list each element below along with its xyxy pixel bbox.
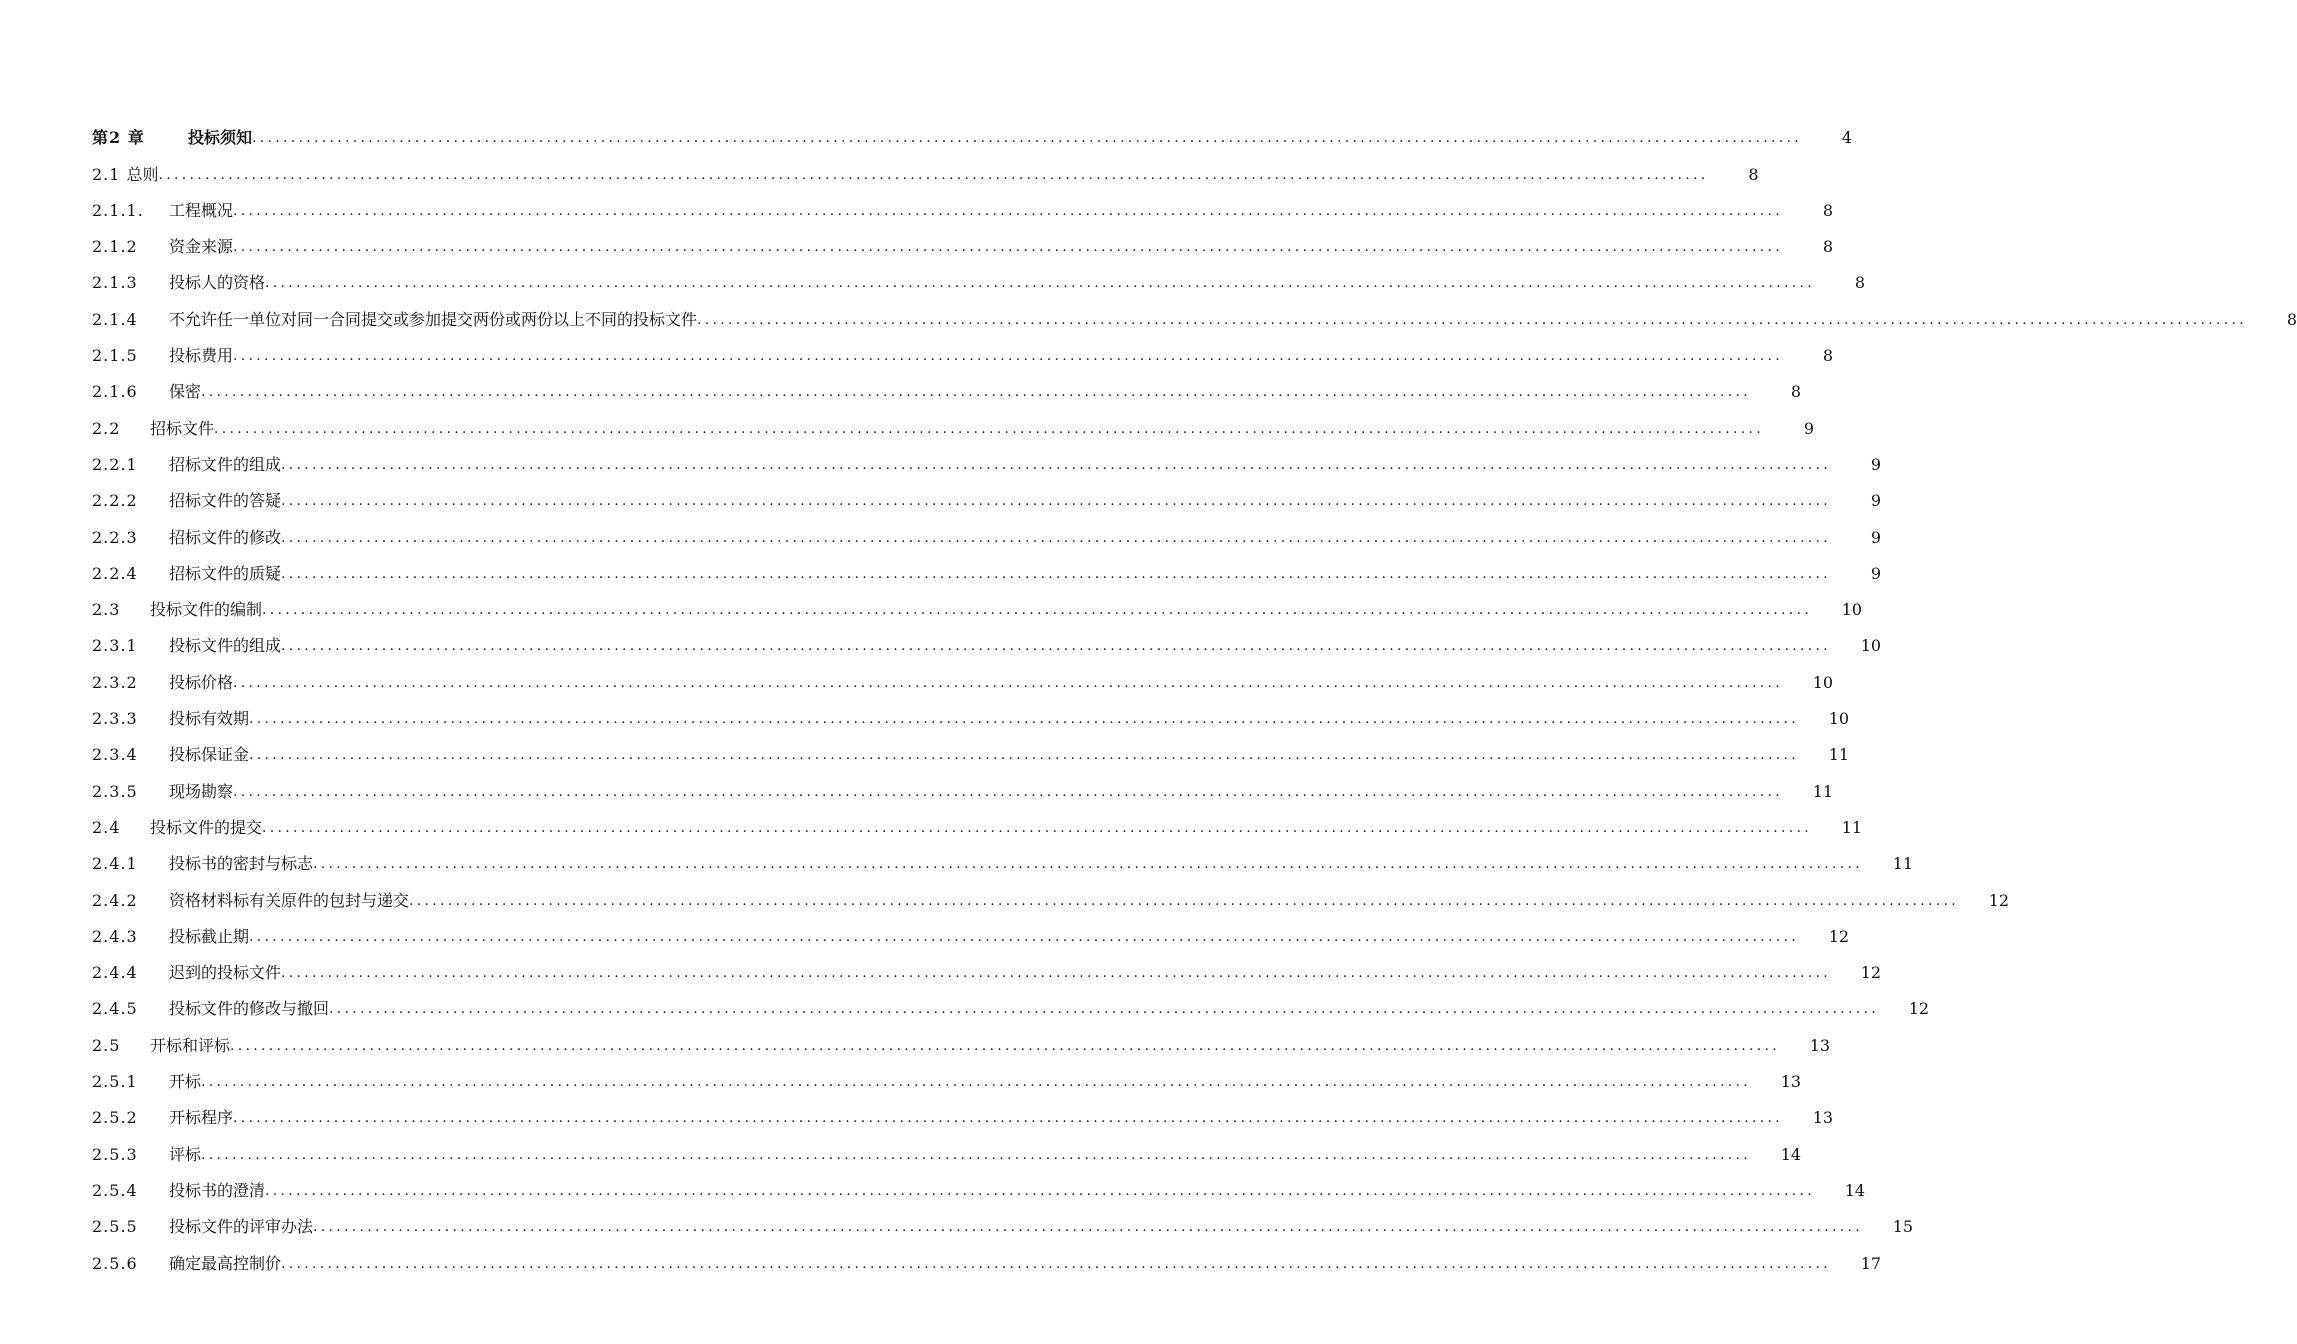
toc-entry[interactable]: [92, 475, 1882, 511]
toc-entry[interactable]: [92, 947, 1882, 983]
toc-entry-title: 招标文件的质疑: [169, 563, 282, 583]
toc-dot-leader: ........................................................................................................................................................................................................: [233, 202, 1784, 219]
toc-dot-leader: ........................................................................................................................................................................................................: [233, 1110, 1784, 1127]
toc-entry-title: 投标文件的组成: [169, 636, 282, 656]
toc-entry-title: 投标须知: [188, 128, 253, 148]
toc-entry-page-number: 11: [1828, 745, 1850, 765]
toc-entry-title: 资格材料标有关原件的包封与递交: [169, 890, 410, 910]
toc-entry[interactable]: [92, 1056, 1802, 1092]
toc-entry-number: 2.4.3: [92, 926, 138, 946]
toc-entry[interactable]: [92, 1128, 1802, 1164]
toc-entry-page-number: 10: [1841, 600, 1863, 620]
toc-dot-leader: ........................................................................................................................................................................................................: [262, 819, 1813, 836]
toc-entry-page-number: 8: [1822, 200, 1834, 220]
toc-entry[interactable]: [92, 1019, 1831, 1055]
toc-entry[interactable]: [92, 185, 1834, 221]
toc-dot-leader: ........................................................................................................................................................................................................: [329, 1001, 1880, 1018]
toc-entry-page-number: 11: [1892, 854, 1914, 874]
toc-entry-title: 招标文件的组成: [169, 454, 282, 474]
toc-entry[interactable]: [92, 148, 1759, 184]
toc-entry-title: 招标文件: [150, 418, 215, 438]
toc-entry-number: 2.5.3: [92, 1144, 138, 1164]
toc-entry[interactable]: [92, 1201, 1914, 1237]
toc-entry-page-number: 13: [1809, 1035, 1831, 1055]
toc-entry-page-number: 13: [1812, 1108, 1834, 1128]
toc-entry-page-number: 9: [1870, 563, 1882, 583]
toc-entry-page-number: 14: [1844, 1180, 1866, 1200]
toc-dot-leader: ........................................................................................................................................................................................................: [233, 674, 1784, 691]
toc-entry-page-number: 13: [1780, 1072, 1802, 1092]
toc-entry-number: 第2 章: [92, 128, 145, 148]
toc-entry-title: 确定最高控制价: [169, 1253, 282, 1273]
toc-dot-leader: ........................................................................................................................................................................................................: [281, 565, 1832, 582]
toc-entry[interactable]: [92, 874, 2010, 910]
toc-entry[interactable]: [92, 1092, 1834, 1128]
toc-entry-title: 投标保证金: [169, 745, 250, 765]
toc-dot-leader: ........................................................................................................................................................................................................: [265, 275, 1816, 292]
toc-entry[interactable]: [92, 221, 1834, 257]
toc-entry-title: 投标费用: [169, 346, 234, 366]
toc-dot-leader: ........................................................................................................................................................................................................: [214, 420, 1765, 437]
toc-entry[interactable]: [92, 548, 1882, 584]
toc-entry[interactable]: [92, 511, 1882, 547]
toc-entry-page-number: 12: [1988, 890, 2010, 910]
toc-entry-number: 2.3.1: [92, 636, 138, 656]
toc-entry-number: 2.4.5: [92, 999, 138, 1019]
toc-entry-title: 投标文件的修改与撤回: [169, 999, 330, 1019]
toc-entry-title: 招标文件的答疑: [169, 491, 282, 511]
toc-entry-page-number: 4: [1841, 128, 1853, 148]
toc-dot-leader: ........................................................................................................................................................................................................: [409, 892, 1960, 909]
toc-dot-leader: ........................................................................................................................................................................................................: [233, 348, 1784, 365]
toc-entry-number: 2.1.6: [92, 382, 138, 402]
toc-entry-title: 投标书的澄清: [169, 1180, 266, 1200]
toc-entry-number: 2.4.2: [92, 890, 138, 910]
toc-entry-title: 开标程序: [169, 1108, 234, 1128]
toc-dot-leader: ........................................................................................................................................................................................................: [201, 1146, 1752, 1163]
toc-entry[interactable]: [92, 293, 2297, 329]
toc-entry[interactable]: [92, 802, 1863, 838]
toc-entry-page-number: 9: [1870, 454, 1882, 474]
toc-entry-title: 开标和评标: [150, 1035, 231, 1055]
toc-entry[interactable]: [92, 112, 1853, 148]
toc-entry-title: 开标: [169, 1072, 202, 1092]
toc-entry[interactable]: [92, 366, 1802, 402]
toc-entry-title: 保密: [169, 382, 202, 402]
toc-entry-page-number: 9: [1870, 491, 1882, 511]
toc-entry-number: 2.2.1: [92, 454, 138, 474]
toc-entry-number: 2.2.2: [92, 491, 138, 511]
toc-entry-number: 2.5: [92, 1035, 121, 1055]
toc-dot-leader: ........................................................................................................................................................................................................: [230, 1037, 1781, 1054]
table-of-contents: [92, 112, 2297, 1274]
toc-entry-page-number: 8: [2286, 309, 2297, 329]
toc-entry-title: 招标文件的修改: [169, 527, 282, 547]
toc-entry[interactable]: [92, 693, 1850, 729]
toc-entry-number: 2.1.4: [92, 309, 138, 329]
toc-entry-title: 投标文件的评审办法: [169, 1217, 314, 1237]
toc-entry[interactable]: [92, 584, 1863, 620]
toc-entry[interactable]: [92, 838, 1914, 874]
toc-entry-number: 2.2.4: [92, 563, 138, 583]
toc-entry-title: 迟到的投标文件: [169, 963, 282, 983]
toc-entry-title: 工程概况: [169, 200, 234, 220]
toc-entry-title: 投标文件的提交: [150, 817, 263, 837]
toc-entry-page-number: 8: [1790, 382, 1802, 402]
toc-entry-title: 不允许任一单位对同一合同提交或参加提交两份或两份以上不同的投标文件: [169, 309, 698, 329]
toc-entry-page-number: 10: [1812, 672, 1834, 692]
toc-entry-page-number: 10: [1828, 709, 1850, 729]
toc-dot-leader: ........................................................................................................................................................................................................: [265, 1182, 1816, 1199]
toc-entry-page-number: 11: [1812, 781, 1834, 801]
toc-entry[interactable]: [92, 257, 1866, 293]
toc-dot-leader: ........................................................................................................................................................................................................: [281, 965, 1832, 982]
toc-entry-title: 评标: [169, 1144, 202, 1164]
toc-entry[interactable]: [92, 1165, 1866, 1201]
toc-entry[interactable]: [92, 656, 1834, 692]
toc-entry-page-number: 14: [1780, 1144, 1802, 1164]
toc-dot-leader: ........................................................................................................................................................................................................: [233, 239, 1784, 256]
toc-entry-title: 投标截止期: [169, 926, 250, 946]
toc-dot-leader: ........................................................................................................................................................................................................: [281, 529, 1832, 546]
toc-entry[interactable]: [92, 402, 1815, 438]
toc-entry-number: 2.1.5: [92, 346, 138, 366]
toc-dot-leader: ........................................................................................................................................................................................................: [158, 166, 1709, 183]
toc-entry-number: 2.4.4: [92, 963, 138, 983]
toc-dot-leader: ........................................................................................................................................................................................................: [249, 747, 1800, 764]
toc-entry[interactable]: [92, 330, 1834, 366]
toc-entry-page-number: 9: [1803, 418, 1815, 438]
toc-entry-page-number: 12: [1908, 999, 1930, 1019]
toc-entry-title: 投标文件的编制: [150, 600, 263, 620]
toc-entry[interactable]: [92, 1237, 1882, 1273]
toc-entry-number: 2.4: [92, 817, 121, 837]
toc-dot-leader: ........................................................................................................................................................................................................: [281, 1255, 1832, 1272]
toc-entry-number: 2.3.4: [92, 745, 138, 765]
toc-entry-title: 投标书的密封与标志: [169, 854, 314, 874]
toc-entry[interactable]: [92, 729, 1850, 765]
toc-dot-leader: ........................................................................................................................................................................................................: [249, 711, 1800, 728]
toc-dot-leader: ........................................................................................................................................................................................................: [201, 384, 1752, 401]
toc-entry-page-number: 8: [1854, 273, 1866, 293]
toc-entry[interactable]: [92, 983, 1930, 1019]
toc-entry-title: 投标有效期: [169, 709, 250, 729]
toc-entry-number: 2.3.3: [92, 709, 138, 729]
toc-entry-title: 投标价格: [169, 672, 234, 692]
toc-dot-leader: ........................................................................................................................................................................................................: [201, 1074, 1752, 1091]
toc-entry-number: 2.3.5: [92, 781, 138, 801]
toc-entry-page-number: 8: [1748, 164, 1759, 184]
toc-entry-title: 资金来源: [169, 237, 234, 257]
toc-dot-leader: ........................................................................................................................................................................................................: [281, 456, 1832, 473]
toc-entry[interactable]: [92, 911, 1850, 947]
toc-entry-number: 2.1: [92, 164, 121, 184]
toc-entry-number: 2.5.5: [92, 1217, 138, 1237]
toc-entry-title: 投标人的资格: [169, 273, 266, 293]
toc-entry-number: 2.5.4: [92, 1180, 138, 1200]
toc-entry-number: 2.5.6: [92, 1253, 138, 1273]
toc-entry-page-number: 17: [1860, 1253, 1882, 1273]
toc-entry[interactable]: [92, 765, 1834, 801]
toc-entry-page-number: 12: [1860, 963, 1882, 983]
toc-dot-leader: ........................................................................................................................................................................................................: [262, 602, 1813, 619]
toc-entry-number: 2.5.2: [92, 1108, 138, 1128]
toc-entry-number: 2.1.2: [92, 237, 138, 257]
toc-dot-leader: ........................................................................................................................................................................................................: [233, 783, 1784, 800]
toc-dot-leader: ........................................................................................................................................................................................................: [281, 638, 1832, 655]
toc-entry[interactable]: [92, 620, 1882, 656]
toc-dot-leader: ........................................................................................................................................................................................................: [313, 856, 1864, 873]
toc-entry-number: 2.3: [92, 600, 121, 620]
toc-entry-number: 2.5.1: [92, 1072, 138, 1092]
toc-entry-page-number: 11: [1841, 817, 1863, 837]
toc-dot-leader: ........................................................................................................................................................................................................: [313, 1219, 1864, 1236]
toc-entry-page-number: 10: [1860, 636, 1882, 656]
toc-entry-number: 2.1.3: [92, 273, 138, 293]
toc-dot-leader: ........................................................................................................................................................................................................: [281, 493, 1832, 510]
toc-entry-title: 现场勘察: [169, 781, 234, 801]
toc-entry-number: 2.2.3: [92, 527, 138, 547]
toc-entry-title: 总则: [126, 164, 159, 184]
toc-entry-number: 2.4.1: [92, 854, 138, 874]
toc-entry-page-number: 12: [1828, 926, 1850, 946]
toc-entry-page-number: 9: [1870, 527, 1882, 547]
toc-entry-page-number: 15: [1892, 1217, 1914, 1237]
toc-dot-leader: ........................................................................................................................................................................................................: [252, 130, 1803, 147]
toc-entry-number: 2.2: [92, 418, 121, 438]
toc-entry-number: 2.1.1.: [92, 200, 144, 220]
toc-entry-page-number: 8: [1822, 237, 1834, 257]
toc-entry-page-number: 8: [1822, 346, 1834, 366]
toc-entry[interactable]: [92, 439, 1882, 475]
toc-dot-leader: ........................................................................................................................................................................................................: [249, 928, 1800, 945]
toc-entry-number: 2.3.2: [92, 672, 138, 692]
toc-dot-leader: ........................................................................................................................................................................................................: [697, 311, 2248, 328]
